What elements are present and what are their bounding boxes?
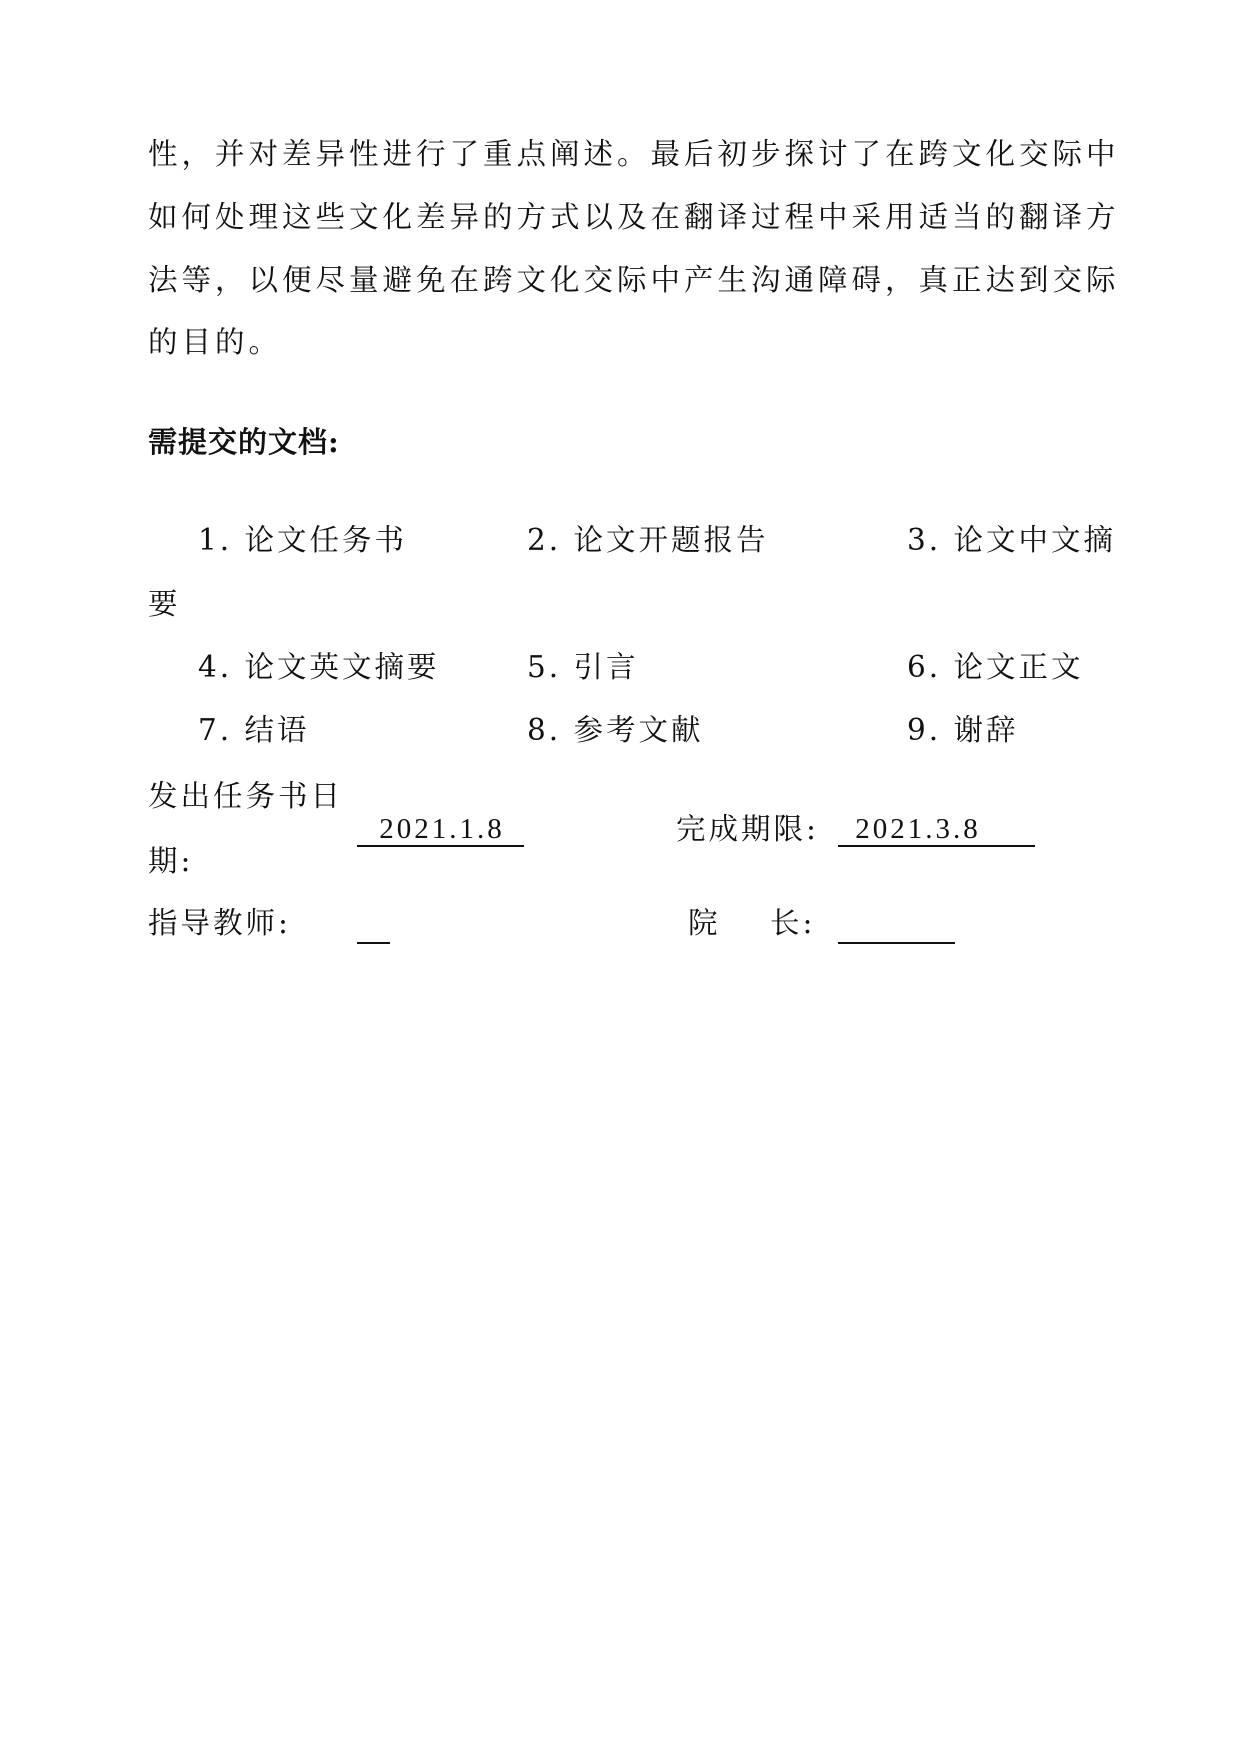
document-item: 4. 论文英文摘要 <box>198 650 440 684</box>
documents-heading: 需提交的文档: <box>148 425 340 459</box>
dean-underline <box>838 942 955 944</box>
abstract-line: 法等，以便尽量避免在跨文化交际中产生沟通障碍，真正达到交际 <box>148 263 1120 297</box>
issue-date-label-cont: 期: <box>148 844 194 878</box>
issue-date-label: 发出任务书日 <box>148 779 344 813</box>
abstract-line: 性，并对差异性进行了重点阐述。最后初步探讨了在跨文化交际中 <box>148 137 1120 171</box>
document-item: 要 <box>148 587 181 621</box>
advisor-label: 指导教师: <box>148 906 291 940</box>
deadline-value: 2021.3.8 <box>855 813 981 845</box>
deadline-label: 完成期限: <box>676 812 819 846</box>
document-item: 7. 结语 <box>198 713 310 747</box>
document-item: 9. 谢辞 <box>907 713 1019 747</box>
dean-label: 院 长: <box>688 906 816 940</box>
document-item: 6. 论文正文 <box>907 650 1084 684</box>
abstract-line: 如何处理这些文化差异的方式以及在翻译过程中采用适当的翻译方 <box>148 200 1120 234</box>
issue-date-underline <box>357 845 524 847</box>
issue-date-value: 2021.1.8 <box>379 813 505 845</box>
abstract-line: 的目的。 <box>148 325 283 359</box>
deadline-underline <box>838 845 1035 847</box>
document-item: 1. 论文任务书 <box>198 523 408 557</box>
document-item: 3. 论文中文摘 <box>907 523 1117 557</box>
document-item: 5. 引言 <box>527 650 639 684</box>
document-item: 2. 论文开题报告 <box>527 523 769 557</box>
advisor-underline <box>357 942 390 944</box>
document-item: 8. 参考文献 <box>527 713 704 747</box>
